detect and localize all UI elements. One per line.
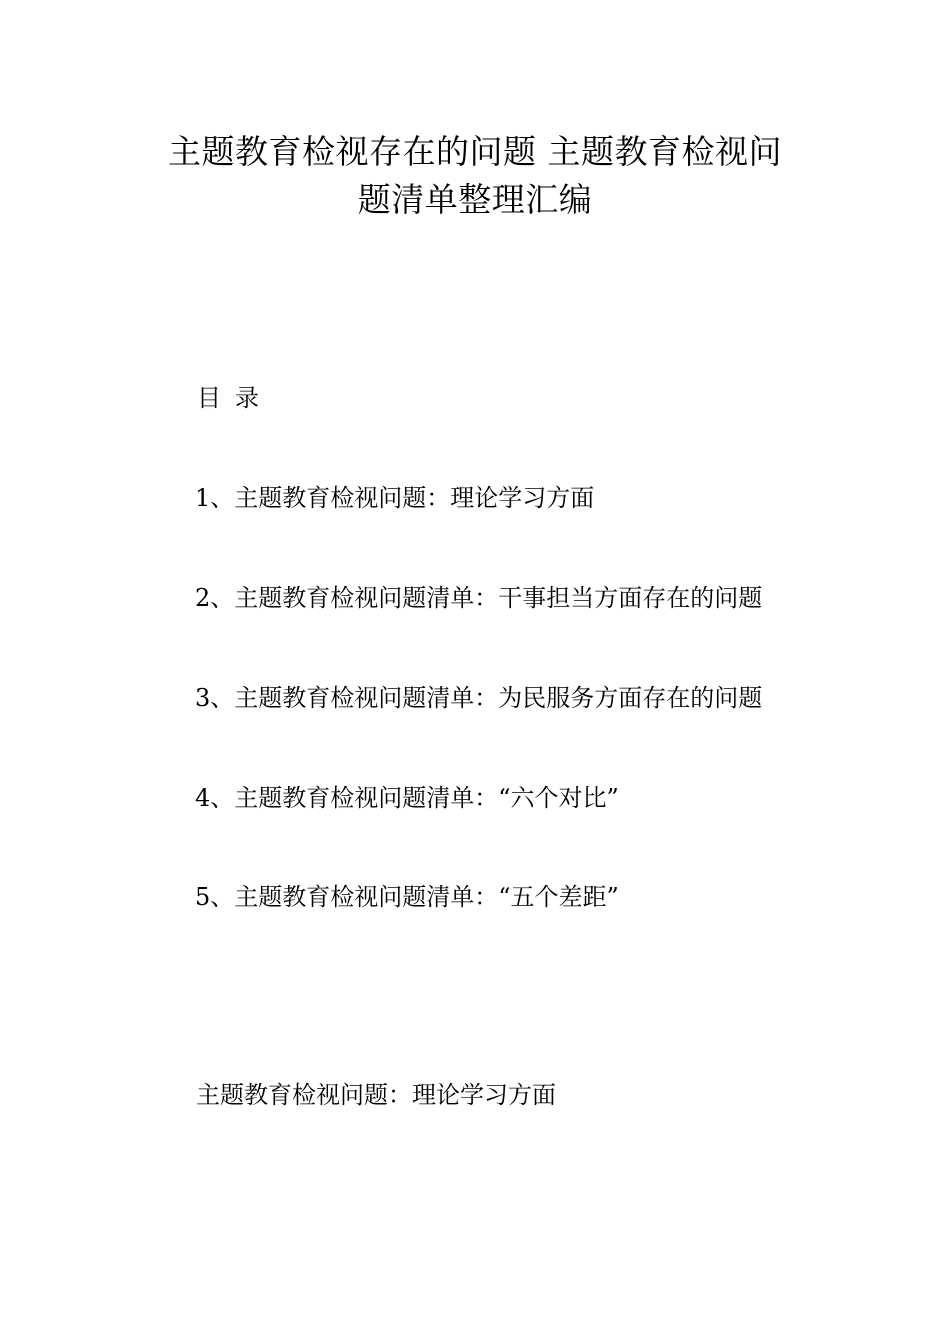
toc-heading-char-1: 目	[197, 384, 221, 412]
section-heading: 主题教育检视问题：理论学习方面	[196, 1081, 556, 1109]
document-title-line-2: 题清单整理汇编	[357, 180, 593, 219]
toc-item-2: 2、主题教育检视问题清单：干事担当方面存在的问题	[195, 584, 763, 612]
toc-heading-char-2: 录	[235, 384, 259, 412]
toc-heading	[197, 380, 259, 416]
toc-item-3: 3、主题教育检视问题清单：为民服务方面存在的问题	[195, 684, 763, 712]
toc-item-5: 5、主题教育检视问题清单：“五个差距”	[195, 883, 619, 911]
toc-item-1: 1、主题教育检视问题：理论学习方面	[195, 484, 595, 512]
document-title-line-1: 主题教育检视存在的问题 主题教育检视问	[168, 132, 782, 171]
toc-item-4: 4、主题教育检视问题清单：“六个对比”	[195, 784, 619, 812]
